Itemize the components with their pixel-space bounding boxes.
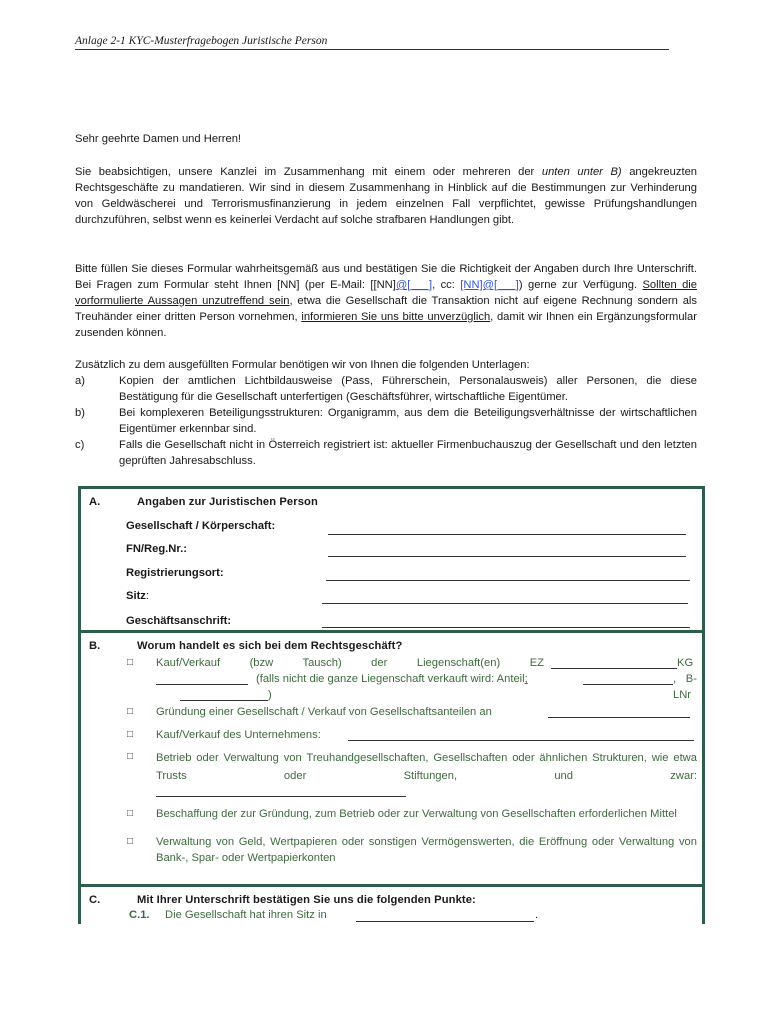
list-item-text: Falls die Gesellschaft nicht in Österreich registriert ist: aktueller Firmenbuchauszug der Gesellschaft und den letzten geprüften Jahresabschluss. [119, 439, 697, 467]
company-input-line[interactable] [328, 533, 686, 535]
instructions-underlined-1: Sollten die vorformulierte Aussagen unzutreffend sein [75, 279, 697, 307]
section-c-letter: C. [89, 894, 101, 906]
instructions-paragraph [75, 261, 697, 341]
option-property-line1 [156, 655, 544, 671]
instructions-text-b: ) gerne zur Verfügung. [518, 279, 643, 291]
documents-intro: Zusätzlich zu dem ausgefüllten Formular benötigen wir von Ihnen die folgenden Unterlagen: [75, 359, 530, 371]
greeting: Sehr geehrte Damen und Herren! [75, 133, 242, 145]
seat-input-line[interactable] [322, 602, 688, 604]
section-a-letter: A. [89, 496, 101, 508]
reg-number-input-line[interactable] [328, 555, 686, 557]
option-property-kg: KG [677, 657, 694, 669]
section-c-title: Mit Ihrer Unterschrift bestätigen Sie uns die folgenden Punkte: [137, 894, 476, 906]
email-link-2[interactable]: [NN]@[___] [460, 279, 519, 291]
ez-input-line[interactable] [551, 657, 677, 669]
section-a-title: Angaben zur Juristischen Person [137, 496, 318, 508]
instructions-text-c: , etwa die Gesellschaft die Transaktion nicht auf eigene Rechnung sondern als Treuhänder einer dritten Person vornehmen, [75, 295, 697, 323]
section-b-letter: B. [89, 640, 101, 652]
field-label-company: Gesellschaft / Körperschaft: [126, 520, 276, 532]
option-property-sale [156, 655, 697, 705]
option-asset-management: Verwaltung von Geld, Wertpapieren oder sonstigen Vermögenswerten, die Eröffnung oder Verwaltung von Bank-, Spar- oder Wertpapierkonten [156, 836, 697, 864]
list-item-label: c) [75, 439, 85, 451]
checkbox-option-trust-management[interactable]: □ [127, 751, 134, 762]
instructions-text-mid: , cc: [432, 279, 461, 291]
instructions-underlined-2: informieren Sie uns bitte unverzüglich [301, 311, 491, 323]
intro-text-c: angekreuzten Rechtsgeschäfte zu mandatieren. Wir sind in diesem Zusammenhang in Hinblick auf die Bestimmungen zur Verhinderung von Geldwäscherei und Terrorismusfinanzierung in jedem einzelnen Fall verpflichtet, gewisse Prüfungshandlungen durchzuführen, selbst wenn es keinerlei Verdacht auf solche strafbaren Handlungen gibt. [75, 166, 698, 226]
option-property-blnr: , B-LNr [673, 673, 697, 701]
section-a-box [78, 486, 705, 633]
email-link-1[interactable]: @[___] [395, 279, 433, 291]
share-input-line[interactable] [583, 673, 673, 685]
section-b-title: Worum handelt es sich bei dem Rechtsgeschäft? [137, 640, 403, 652]
checkbox-option-asset-management[interactable]: □ [127, 836, 134, 847]
option-funding: Beschaffung der zur Gründung, zum Betrieb oder zur Verwaltung von Gesellschaften erforderlichen Mittel [156, 808, 677, 820]
instructions-text-a: Bitte füllen Sie dieses Formular wahrheitsgemäß aus und bestätigen Sie die Richtigkeit der Angaben durch Ihre Unterschrift. Bei Fragen zum Formular steht Ihnen [NN] (per E-Mail: [[NN] [75, 263, 697, 291]
c1-end: . [535, 909, 539, 921]
instructions-text-d: , damit wir Ihnen ein Ergänzungsformular zusenden können. [75, 311, 697, 339]
option-property-semicolon: ; [524, 673, 528, 685]
intro-text-italic: unten unter B) [541, 166, 622, 178]
registration-place-input-line[interactable] [326, 579, 690, 581]
business-sale-input-line[interactable] [348, 739, 694, 741]
page-header: Anlage 2-1 KYC-Musterfragebogen Juristische Person [75, 35, 669, 50]
option-business-sale-text: Kauf/Verkauf des Unternehmens: [156, 729, 321, 741]
intro-text-a: Sie beabsichtigen, unsere Kanzlei im Zusammenhang mit einem oder mehreren der [75, 166, 542, 178]
checkbox-option-business-sale[interactable]: □ [127, 729, 134, 740]
trust-management-input-line[interactable] [156, 795, 406, 797]
company-formation-input-line[interactable] [548, 716, 690, 718]
checkbox-option-funding[interactable]: □ [127, 808, 134, 819]
business-address-input-line[interactable] [322, 626, 690, 628]
list-item-text: Kopien der amtlichen Lichtbildausweise (Pass, Führerschein, Personalausweis) aller Personen, die diese Bestätigung für die Gesellschaft unterfertigen (Geschäftsführer, wirtschaftliche Eigentümer. [119, 375, 697, 403]
field-label-registration-place: Registrierungsort: [126, 567, 224, 579]
field-label-business-address: Geschäftsanschrift: [126, 615, 232, 627]
c1-label: C.1. [129, 909, 150, 921]
option-trust-management: Betrieb oder Verwaltung von Treuhandgesellschaften, Gesellschaften oder ähnlichen Strukturen, wie etwa Trusts oder Stiftungen, und zwar: [156, 752, 697, 782]
kg-input-line[interactable] [156, 673, 248, 685]
checkbox-option-company-formation[interactable]: □ [127, 706, 134, 717]
blnr-input-line[interactable] [180, 689, 268, 701]
field-label-seat [126, 590, 149, 602]
c1-input-line[interactable] [356, 920, 534, 922]
c1-text: Die Gesellschaft hat ihren Sitz in [165, 909, 327, 921]
option-property-partial-text: (falls nicht die ganze Liegenschaft verkauft wird: Anteil [256, 673, 525, 685]
option-property-text: Kauf/Verkauf (bzw Tausch) der Liegenschaft(en) EZ [156, 657, 544, 669]
field-label-reg-number: FN/Reg.Nr.: [126, 543, 187, 555]
option-property-close: ) [268, 689, 272, 701]
checkbox-option-property[interactable]: □ [127, 657, 134, 668]
option-property-partial [256, 671, 528, 687]
list-item-text: Bei komplexeren Beteiligungsstrukturen: Organigramm, aus dem die Beteiligungsverhältnisse der wirtschaftlichen Eigentümer erkennbar sind. [119, 407, 697, 435]
list-item-label: b) [75, 407, 85, 419]
option-company-formation-text: Gründung einer Gesellschaft / Verkauf von Gesellschaftsanteilen an [156, 706, 492, 718]
list-item [75, 405, 697, 437]
intro-paragraph [75, 164, 697, 228]
list-item [75, 373, 697, 405]
list-item-label: a) [75, 375, 85, 387]
list-item [75, 437, 697, 469]
seat-label-text: Sitz [126, 590, 146, 602]
seat-label-colon: : [145, 590, 149, 602]
